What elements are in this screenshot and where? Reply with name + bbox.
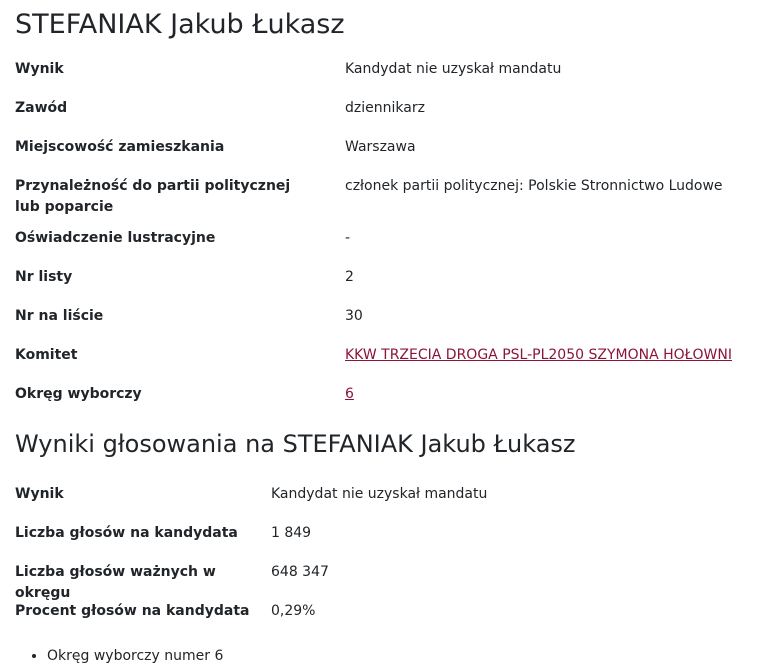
detail-value: 2 (345, 269, 354, 285)
district-link[interactable]: 6 (345, 386, 354, 402)
result-value: Kandydat nie uzyskał mandatu (271, 486, 488, 502)
detail-value (345, 384, 354, 405)
candidate-name-heading: STEFANIAK Jakub Łukasz (15, 9, 345, 40)
detail-value: członek partii politycznej: Polskie Stronnictwo Ludowe (345, 178, 723, 194)
result-value: 1 849 (271, 525, 312, 541)
detail-value: dziennikarz (345, 100, 425, 116)
committee-link[interactable]: KKW TRZECIA DROGA PSL-PL2050 SZYMONA HOŁOWNI (345, 347, 732, 363)
district-number-link[interactable]: Okręg wyborczy numer 6 (47, 648, 224, 664)
result-label: Liczba głosów ważnych w okręgu (15, 564, 216, 601)
detail-label: Miejscowość zamieszkania (15, 139, 225, 155)
detail-value: 30 (345, 308, 363, 324)
detail-label: Przynależność do partii politycznej lub poparcie (15, 178, 291, 215)
result-value: 0,29% (271, 603, 316, 619)
result-label: Wynik (15, 486, 64, 502)
result-value: 648 347 (271, 564, 329, 580)
result-label: Liczba głosów na kandydata (15, 525, 238, 541)
detail-label: Nr na liście (15, 308, 104, 324)
detail-label: Oświadczenie lustracyjne (15, 230, 216, 246)
detail-value: Kandydat nie uzyskał mandatu (345, 61, 562, 77)
related-links-list (15, 646, 223, 667)
detail-label: Wynik (15, 61, 64, 77)
detail-label: Nr listy (15, 269, 73, 285)
detail-label: Okręg wyborczy (15, 386, 142, 402)
result-label: Procent głosów na kandydata (15, 603, 250, 619)
detail-label: Zawód (15, 100, 68, 116)
detail-value: Warszawa (345, 139, 416, 155)
results-heading: Wyniki głosowania na STEFANIAK Jakub Łukasz (15, 430, 576, 458)
detail-value (345, 345, 732, 366)
list-item[interactable] (47, 646, 223, 667)
detail-label: Komitet (15, 347, 78, 363)
detail-value: - (345, 230, 351, 246)
